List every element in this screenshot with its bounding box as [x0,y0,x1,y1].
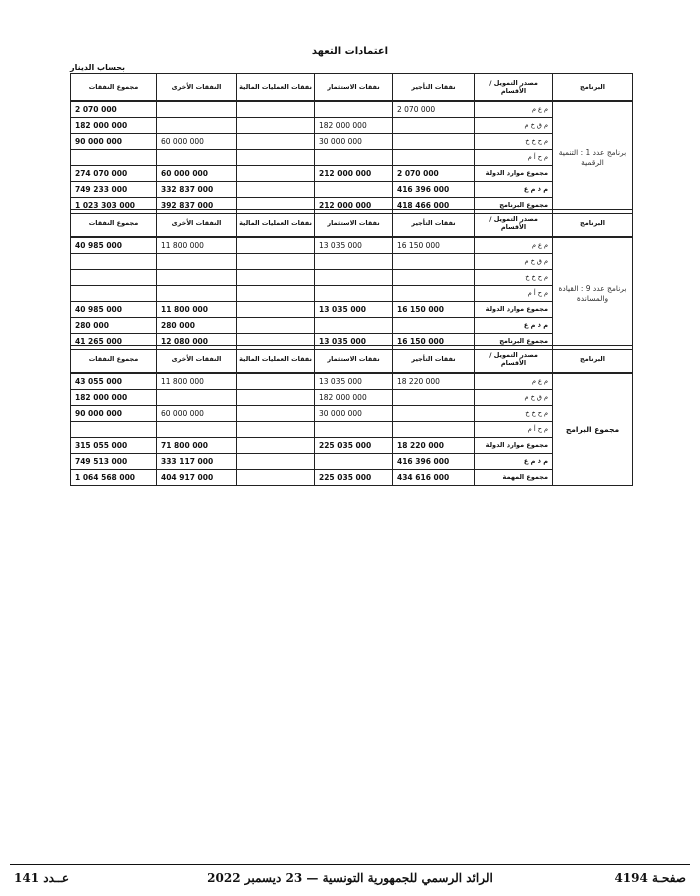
cell-financial [237,101,315,118]
cell-financial [237,182,315,198]
cell-other: 60 000 000 [157,134,237,150]
cell-investment [315,270,393,286]
cell-other: 280 000 [157,318,237,334]
cell-program-name: برنامج عدد 9 : القيادة والمساندة [553,237,633,350]
table-row [71,166,633,182]
column-header-financial-ops: نفقات العمليات المالية [237,346,315,374]
cell-other [157,390,237,406]
budget-table-all-programs [70,345,633,486]
cell-total: 315 055 000 [71,438,157,454]
cell-payroll: 2 070 000 [393,166,475,182]
table-row [71,373,633,390]
cell-funding-source: مجموع البرنامج [475,334,553,350]
table-row [71,134,633,150]
cell-investment [315,318,393,334]
cell-other [157,101,237,118]
cell-financial [237,302,315,318]
cell-financial [237,118,315,134]
cell-investment: 225 035 000 [315,438,393,454]
cell-payroll [393,406,475,422]
table-row [71,182,633,198]
cell-payroll: 434 616 000 [393,470,475,486]
cell-funding-source: مجموع موارد الدولة [475,166,553,182]
cell-other [157,422,237,438]
column-header-investment: نفقات الاستثمار [315,74,393,102]
cell-financial [237,373,315,390]
cell-funding-source: مجموع المهمة [475,470,553,486]
cell-investment: 30 000 000 [315,406,393,422]
column-header-payroll: نفقات التأجير [393,74,475,102]
cell-payroll [393,134,475,150]
cell-financial [237,438,315,454]
cell-other: 332 837 000 [157,182,237,198]
currency-note: بحساب الدينار [70,63,125,72]
cell-total: 749 513 000 [71,454,157,470]
cell-investment: 13 035 000 [315,373,393,390]
cell-payroll [393,318,475,334]
cell-investment: 13 035 000 [315,334,393,350]
table-row [71,101,633,118]
cell-payroll [393,390,475,406]
cell-program-name: مجموع البرامج [553,373,633,486]
cell-total [71,422,157,438]
cell-funding-source: م ق خ م [475,254,553,270]
cell-program-name: برنامج عدد 1 : التنمية الرقمية [553,101,633,214]
cell-investment [315,422,393,438]
cell-total: 41 265 000 [71,334,157,350]
cell-investment [315,454,393,470]
cell-other: 12 080 000 [157,334,237,350]
cell-other: 71 800 000 [157,438,237,454]
cell-financial [237,406,315,422]
cell-funding-source: م ذ م ع [475,454,553,470]
cell-total: 43 055 000 [71,373,157,390]
footer-publication: الرائد الرسمي للجمهورية التونسية — 23 ديسمبر 2022 [207,871,493,885]
cell-financial [237,134,315,150]
cell-funding-source: م ح خ خ [475,134,553,150]
cell-other: 392 837 000 [157,198,237,214]
table-header-row [71,346,633,374]
table-row [71,470,633,486]
table-row [71,438,633,454]
cell-payroll: 16 150 000 [393,302,475,318]
cell-payroll [393,254,475,270]
column-header-payroll: نفقات التأجير [393,346,475,374]
cell-financial [237,470,315,486]
table-row [71,318,633,334]
table-row [71,302,633,318]
cell-funding-source: م ع م [475,237,553,254]
column-header-total: مجموع النفقات [71,74,157,102]
cell-funding-source: م ذ م ع [475,182,553,198]
cell-investment: 13 035 000 [315,302,393,318]
table-row [71,237,633,254]
column-header-funding-source: مصدر التمويل / الأقسام [475,346,553,374]
cell-funding-source: م ح أ م [475,150,553,166]
cell-financial [237,454,315,470]
table-header-row [71,74,633,102]
cell-other: 11 800 000 [157,373,237,390]
cell-financial [237,237,315,254]
cell-funding-source: م ع م [475,101,553,118]
cell-funding-source: مجموع موارد الدولة [475,438,553,454]
cell-other [157,254,237,270]
cell-total: 90 000 000 [71,406,157,422]
cell-total: 1 064 568 000 [71,470,157,486]
cell-total [71,286,157,302]
cell-other [157,118,237,134]
cell-financial [237,270,315,286]
cell-total: 1 023 303 000 [71,198,157,214]
cell-total: 182 000 000 [71,118,157,134]
column-header-payroll: نفقات التأجير [393,210,475,238]
cell-financial [237,318,315,334]
column-header-total: مجموع النفقات [71,346,157,374]
table-row [71,150,633,166]
cell-investment: 225 035 000 [315,470,393,486]
cell-funding-source: م ح خ خ [475,270,553,286]
footer-rule [10,864,690,865]
cell-payroll [393,118,475,134]
cell-financial [237,390,315,406]
table-row [71,286,633,302]
cell-funding-source: م ق خ م [475,390,553,406]
cell-payroll [393,286,475,302]
cell-payroll: 18 220 000 [393,373,475,390]
cell-total [71,150,157,166]
footer-issue-number: عــدد 141 [14,871,70,885]
cell-funding-source: م ع م [475,373,553,390]
table-row [71,390,633,406]
column-header-financial-ops: نفقات العمليات المالية [237,210,315,238]
table-header-row [71,210,633,238]
cell-other: 60 000 000 [157,166,237,182]
cell-payroll: 16 150 000 [393,237,475,254]
cell-other [157,150,237,166]
cell-funding-source: مجموع البرنامج [475,198,553,214]
column-header-program: البرنامج [553,210,633,238]
column-header-total: مجموع النفقات [71,210,157,238]
cell-payroll: 418 466 000 [393,198,475,214]
cell-investment [315,182,393,198]
column-header-financial-ops: نفقات العمليات المالية [237,74,315,102]
cell-funding-source: م ح أ م [475,286,553,302]
cell-financial [237,166,315,182]
cell-funding-source: م ح خ خ [475,406,553,422]
cell-other [157,286,237,302]
column-header-investment: نفقات الاستثمار [315,346,393,374]
cell-investment: 212 000 000 [315,198,393,214]
cell-investment: 30 000 000 [315,134,393,150]
cell-funding-source: م ق خ م [475,118,553,134]
cell-investment [315,254,393,270]
page-title: اعتمادات التعهد [311,46,389,57]
cell-other: 11 800 000 [157,237,237,254]
cell-payroll [393,270,475,286]
cell-total: 40 985 000 [71,302,157,318]
cell-payroll: 416 396 000 [393,454,475,470]
column-header-investment: نفقات الاستثمار [315,210,393,238]
table-row [71,118,633,134]
cell-total: 182 000 000 [71,390,157,406]
cell-financial [237,422,315,438]
cell-funding-source: مجموع موارد الدولة [475,302,553,318]
column-header-program: البرنامج [553,346,633,374]
cell-investment: 13 035 000 [315,237,393,254]
cell-other: 333 117 000 [157,454,237,470]
budget-table-program-9 [70,209,633,350]
cell-funding-source: م ح أ م [475,422,553,438]
cell-total: 40 985 000 [71,237,157,254]
table-row [71,270,633,286]
cell-other: 11 800 000 [157,302,237,318]
cell-financial [237,254,315,270]
table-row [71,422,633,438]
cell-investment [315,286,393,302]
column-header-other: النفقات الأخرى [157,74,237,102]
cell-payroll: 2 070 000 [393,101,475,118]
budget-table-program-1 [70,73,633,214]
table-row [71,406,633,422]
cell-payroll: 18 220 000 [393,438,475,454]
column-header-other: النفقات الأخرى [157,346,237,374]
cell-other: 60 000 000 [157,406,237,422]
column-header-funding-source: مصدر التمويل / الأقسام [475,74,553,102]
cell-payroll [393,150,475,166]
cell-total: 2 070 000 [71,101,157,118]
cell-total: 274 070 000 [71,166,157,182]
column-header-funding-source: مصدر التمويل / الأقسام [475,210,553,238]
cell-financial [237,286,315,302]
cell-investment: 182 000 000 [315,390,393,406]
cell-funding-source: م ذ م ع [475,318,553,334]
cell-payroll: 16 150 000 [393,334,475,350]
column-header-program: البرنامج [553,74,633,102]
cell-payroll: 416 396 000 [393,182,475,198]
cell-investment [315,150,393,166]
cell-total: 280 000 [71,318,157,334]
cell-total: 90 000 000 [71,134,157,150]
cell-total [71,254,157,270]
table-row [71,454,633,470]
column-header-other: النفقات الأخرى [157,210,237,238]
table-row [71,254,633,270]
footer-page-number: صفحـة 4194 [614,871,686,885]
cell-payroll [393,422,475,438]
cell-investment [315,101,393,118]
cell-total [71,270,157,286]
cell-investment: 182 000 000 [315,118,393,134]
cell-financial [237,150,315,166]
cell-total: 749 233 000 [71,182,157,198]
cell-other: 404 917 000 [157,470,237,486]
cell-investment: 212 000 000 [315,166,393,182]
cell-other [157,270,237,286]
